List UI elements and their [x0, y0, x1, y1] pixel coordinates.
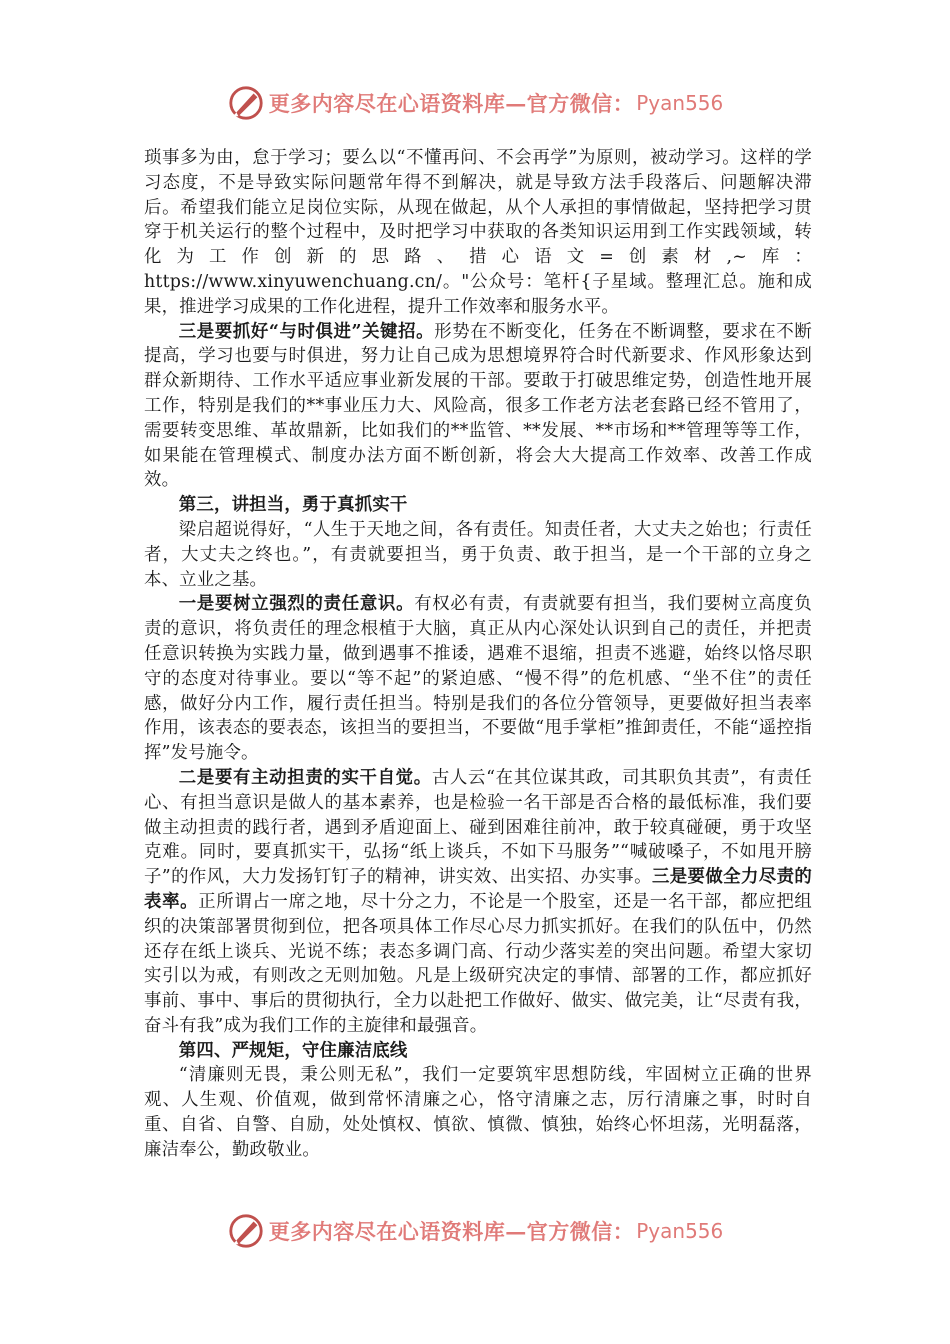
paragraph-1: 琐事多为由，怠于学习；要么以“不懂再问、不会再学”为原则，被动学习。这样的学习态度，不是导致实际问题常年得不到解决，就是导致方法手段落后、问题解决滞后。希望我们能立足岗位实际，从现在做起，从个人承担的事情做起，坚持把学习贯穿于机关运行的整个过程中，及时把学习中获取的各类知识运用到工作实践领域，转化为工作创新的思路、措心语文=创素材,~库：https://www.xinyuwenchuang.cn/。"公众号：笔杆{子星域。整理汇总。施和成果，推进学习成果的工作化进程，提升工作效率和服务水平。 — [144, 148, 812, 317]
paragraph-5: 一是要树立强烈的责任意识。有权必有责，有责就要有担当，我们要树立高度负责的意识，将负责任的理念根植于大脑，真正从内心深处认识到自己的责任，并把责任意识转换为实践力量，做到遇事不推诿，遇难不退缩，担责不逃避，始终以恪尽职守的态度对待事业。要以“等不起”的紧迫感、“慢不得”的危机感、“坐不住”的责任感，做好分内工作，履行责任担当。特别是我们的各位分管领导，更要做好担当表率作用，该表态的要表态，该担当的要担当，不要做“甩手掌柜”推卸责任，不能“遥控指挥”发号施令。 — [144, 594, 813, 764]
paragraph-8: “清廉则无畏，秉公则无私”，我们一定要筑牢思想防线，牢固树立正确的世界观、人生观、价值观，做到常怀清廉之心，恪守清廉之志，厉行清廉之事，时时自重、自省、自警、自励，处处慎权、慎欲、慎微、慎独，始终心怀坦荡，光明磊落，廉洁奉公，勤政敬业。 — [144, 1065, 812, 1160]
banner-wechat-id: Pyan556 — [636, 91, 724, 115]
banner-text: 更多内容尽在心语资料库—官方微信： — [268, 91, 635, 116]
footer-watermark — [0, 1208, 950, 1254]
pen-circle-icon — [227, 1212, 265, 1250]
section-heading-3: 第三，讲担当，勇于真抓实干 — [178, 495, 408, 516]
banner-wechat-id: Pyan556 — [636, 1219, 724, 1243]
paragraph-2: 三是要抓好“与时俱进”关键招。形势在不断变化，任务在不断调整，要求在不断提高，学习也要与时俱进，努力让自己成为思想境界符合时代新要求、作风形象达到群众新期待、工作水平适应事业新发展的干部。要敢于打破思维定势，创造性地开展工作，特别是我们的**事业压力大、风险高，很多工作老方法老套路已经不管用了，需要转变思维、革故鼎新，比如我们的**监管、**发展、**市场和**管理等等工作，如果能在管理模式、制度办法方面不断创新，将会大大提高工作效率、改善工作成效。 — [144, 321, 812, 491]
paragraph-4: 梁启超说得好，“人生于天地之间，各有责任。知责任者，大丈夫之始也；行责任者，大丈夫之终也。”，有责就要担当，勇于负责、敢于担当，是一个干部的立身之本、立业之基。 — [144, 519, 812, 590]
document-body — [144, 146, 812, 1163]
banner-text: 更多内容尽在心语资料库—官方微信： — [268, 1219, 635, 1244]
paragraph-6: 二是要有主动担责的实干自觉。古人云“在其位谋其政，司其职负其责”，有责任心、有担当意识是做人的基本素养，也是检验一名干部是否合格的最低标准，我们要做主动担责的践行者，遇到矛盾迎面上、碰到困难往前冲，敢于较真碰硬，勇于攻坚克难。同时，要真抓实干，弘扬“纸上谈兵，不如下马服务”“喊破嗓子，不如甩开膀子”的作风，大力发扬钉钉子的精神，讲实效、出实招、办实事。三是要做全力尽责的表率。正所谓占一席之地，尽十分之力，不论是一个股室，还是一名干部，都应把组织的决策部署贯彻到位，把各项具体工作尽心尽力抓实抓好。在我们的队伍中，仍然还存在纸上谈兵、光说不练；表态多调门高、行动少落实差的突出问题。希望大家切实引以为戒，有则改之无则加勉。凡是上级研究决定的事情、部署的工作，都应抓好事前、事中、事后的贯彻执行，全力以赴把工作做好、做实、做完美，让“尽责有我，奋斗有我”成为我们工作的主旋律和最强音。 — [144, 767, 812, 1036]
section-heading-4: 第四、严规矩，守住廉洁底线 — [178, 1040, 408, 1061]
pen-circle-icon — [227, 84, 265, 122]
header-watermark — [0, 80, 950, 126]
